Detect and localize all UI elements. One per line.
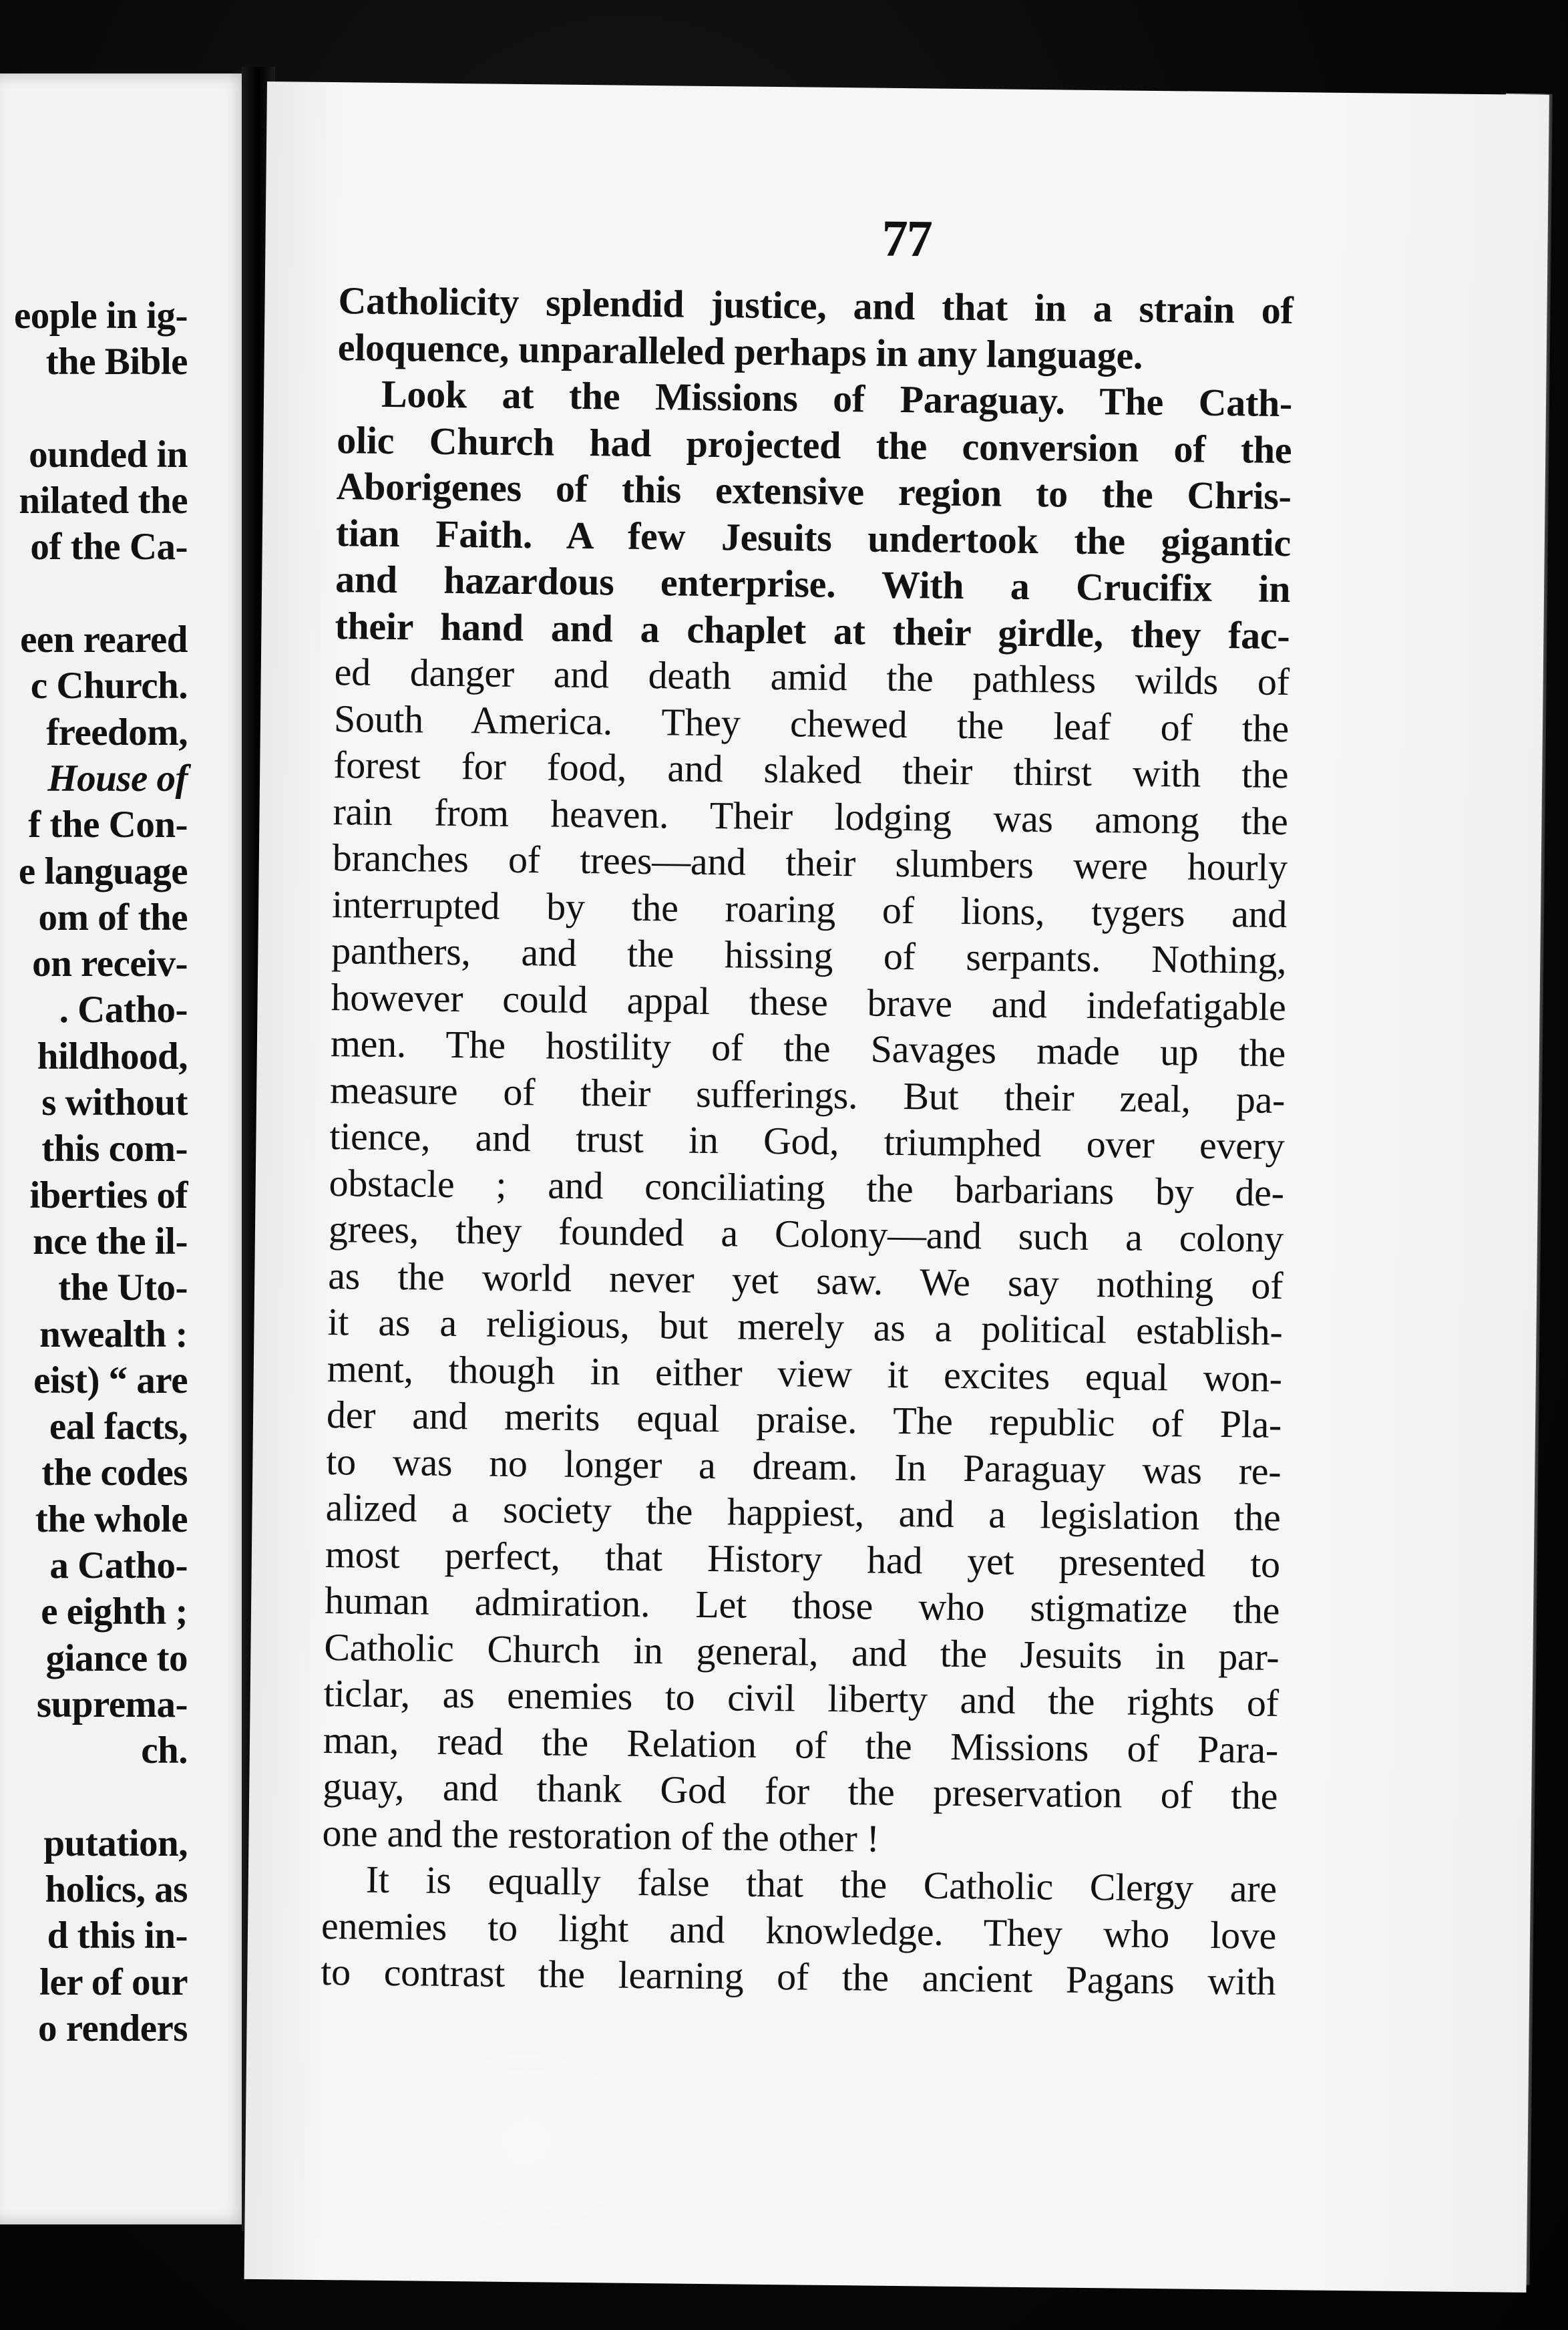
left-line: freedom, — [46, 711, 188, 754]
text-line: guay, and thank God for the preservation of the — [322, 1764, 1278, 1818]
left-line: the codes — [41, 1452, 188, 1494]
text-line: panthers, and the hissing of serpants. Nothing, — [331, 929, 1287, 983]
text-line: ticlar, as enemies to civil liberty and the rights of — [323, 1671, 1280, 1725]
left-line: this com- — [41, 1128, 188, 1170]
left-line: e eighth ; — [41, 1591, 188, 1633]
left-line: nce the il- — [33, 1220, 188, 1263]
left-line — [0, 570, 188, 617]
text-line: Catholic Church in general, and the Jesuits in par- — [324, 1625, 1280, 1679]
right-page — [244, 81, 1549, 2293]
text-line: man, read the Relation of the Missions of Para- — [323, 1717, 1279, 1772]
scan-blur-spot — [418, 2054, 634, 2230]
text-line: it as a religious, but merely as a political establish- — [327, 1300, 1283, 1354]
left-line: f the Con- — [28, 804, 188, 846]
text-line: forest for food, and slaked their thirst with the — [333, 743, 1289, 797]
left-line-italic — [0, 756, 188, 802]
left-line — [0, 1774, 188, 1820]
left-page — [0, 73, 250, 2224]
left-line: hildhood, — [37, 1035, 188, 1077]
left-line: ch. — [141, 1729, 188, 1772]
text-line: der and merits equal praise. The republic of Pla- — [326, 1393, 1282, 1447]
text-line: one and the restoration of the other ! — [322, 1810, 879, 1860]
left-line: giance to — [45, 1637, 188, 1679]
left-line: the Uto- — [58, 1267, 188, 1309]
text-line: to contrast the learning of the ancient Pagans with — [321, 1949, 1276, 2003]
body-text — [321, 277, 1294, 2005]
text-line: most perfect, that History had yet presented to — [325, 1532, 1281, 1586]
text-line: human admiration. Let those who stigmatize the — [324, 1578, 1280, 1633]
left-line: of the Ca- — [30, 526, 188, 568]
left-line: suprema- — [36, 1683, 188, 1725]
text-line: measure of their sufferings. But their zeal, pa- — [329, 1067, 1286, 1122]
page-number: 77 — [881, 208, 932, 268]
text-line: their hand and a chaplet at their girdle, they fac- — [335, 603, 1290, 657]
left-line: e language — [18, 850, 188, 892]
text-line: It is equally false that the Catholic Clergy are — [365, 1857, 1278, 1910]
left-line: putation, — [43, 1822, 188, 1864]
text-line: tience, and trust in God, triumphed over every — [329, 1114, 1285, 1168]
left-line: c Church. — [30, 665, 188, 707]
text-line: tian Faith. A few Jesuits undertook the gigantic — [335, 510, 1292, 564]
text-line: eloquence, unparalleled perhaps in any language. — [337, 325, 1143, 377]
left-line: . Catho- — [59, 989, 188, 1031]
left-line: the whole — [35, 1498, 188, 1540]
left-line: on receiv- — [32, 943, 188, 985]
text-line: grees, they founded a Colony—and such a colony — [328, 1207, 1284, 1261]
left-line — [0, 385, 188, 432]
left-line: eople in ig- — [14, 295, 188, 337]
left-line: nilated the — [19, 480, 188, 522]
text-line: obstacle ; and conciliating the barbarians by de- — [329, 1160, 1285, 1214]
text-line: alized a society the happiest, and a legislation the — [325, 1486, 1281, 1540]
left-line: nwealth : — [39, 1313, 188, 1355]
left-line: eal facts, — [49, 1405, 188, 1448]
text-line: olic Church had projected the conversion of the — [337, 418, 1292, 472]
left-line: eist) “ are — [33, 1359, 188, 1401]
left-line: ounded in — [29, 433, 188, 476]
text-line: however could appal these brave and indefatigable — [331, 975, 1286, 1029]
left-line: o renders — [37, 2007, 188, 2049]
text-line: men. The hostility of the Savages made up the — [330, 1021, 1286, 1075]
left-italic-text: House of — [47, 757, 188, 800]
text-line: Aborigenes of this extensive region to the Chris- — [336, 464, 1292, 518]
text-line: branches of trees—and their slumbers were hourly — [332, 836, 1288, 890]
left-line: d this in- — [47, 1915, 188, 1957]
left-line: ler of our — [39, 1961, 188, 2003]
text-line: ed danger and death amid the pathless wilds of — [334, 650, 1290, 704]
text-line: as the world never yet saw. We say nothing of — [327, 1253, 1284, 1307]
left-line: the Bible — [45, 341, 188, 383]
text-line: and hazardous enterprise. With a Crucifix in — [335, 557, 1291, 611]
left-line: een reared — [20, 619, 188, 661]
left-line: holics, as — [45, 1868, 188, 1911]
left-line: iberties of — [29, 1174, 188, 1216]
text-line: interrupted by the roaring of lions, tygers and — [331, 882, 1288, 936]
text-line: to was no longer a dream. In Paraguay was re- — [326, 1439, 1282, 1493]
text-line: South America. They chewed the leaf of the — [333, 696, 1290, 750]
text-line: Catholicity splendid justice, and that in a strain of — [338, 279, 1294, 333]
text-line: rain from heaven. Their lodging was among the — [333, 789, 1288, 843]
left-line: om of the — [38, 896, 188, 939]
left-page-text — [0, 293, 188, 2051]
text-line: enemies to light and knowledge. They who love — [321, 1903, 1277, 1957]
left-line: s without — [41, 1081, 188, 1124]
text-line: Look at the Missions of Paraguay. The Cath- — [381, 371, 1293, 426]
text-line: ment, though in either view it excites equal won- — [327, 1346, 1283, 1400]
left-line: a Catho- — [49, 1544, 188, 1587]
